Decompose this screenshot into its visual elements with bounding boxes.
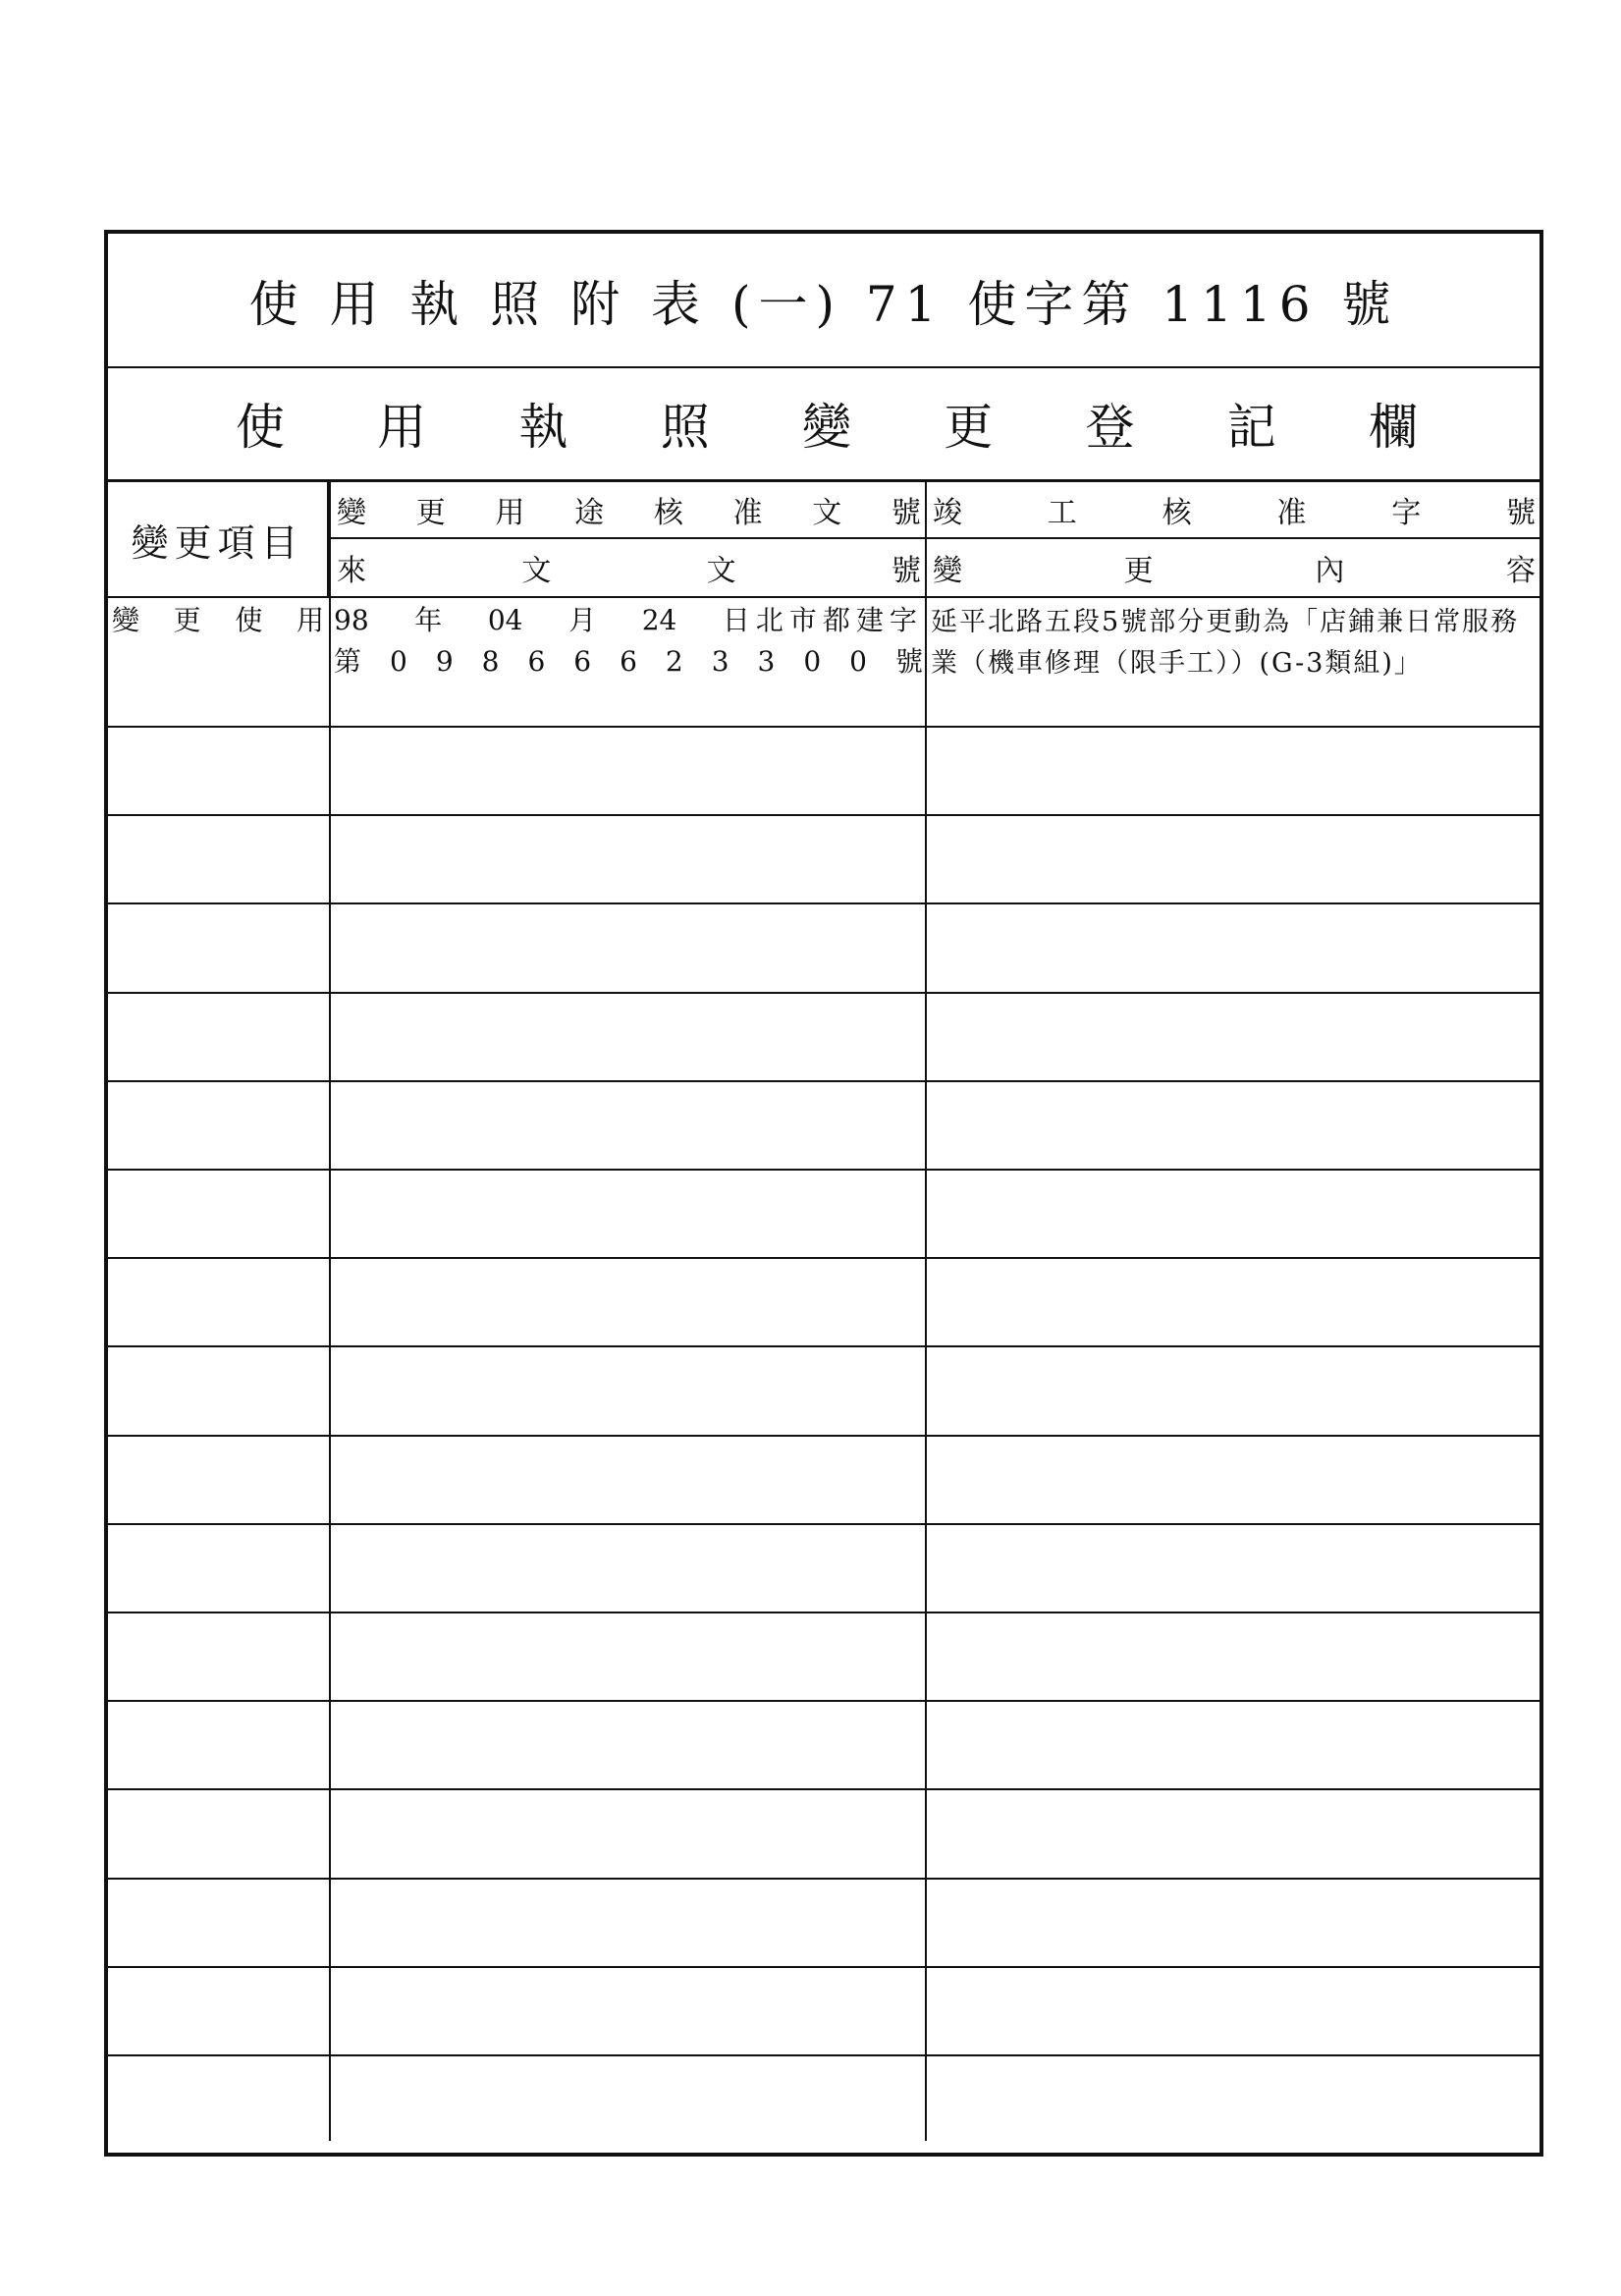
section-title-char: 欄 [1369, 398, 1418, 456]
header-char: 變 [933, 554, 962, 588]
entry-char: 更 [173, 604, 201, 636]
header-char: 准 [1276, 496, 1307, 530]
entry-doc-part: 6 [620, 645, 637, 678]
entry-char: 用 [296, 604, 324, 636]
header-divider [329, 537, 1540, 539]
column-divider-2 [925, 482, 927, 2141]
row-rule [108, 1523, 1540, 1525]
header-char: 更 [1123, 554, 1154, 588]
entry-doc-line1 [334, 602, 923, 639]
row-rule [108, 1345, 1540, 1347]
header-char: 號 [891, 496, 921, 530]
header-char: 核 [1162, 496, 1192, 530]
header-char: 來 [337, 554, 366, 588]
header-char: 號 [1505, 496, 1536, 530]
column-divider-1 [329, 482, 331, 2141]
entry-doc-part: 6 [573, 645, 592, 678]
header-incoming-doc-no [331, 539, 925, 596]
header-char: 號 [891, 554, 921, 588]
section-title-char: 執 [518, 398, 568, 456]
header-char: 用 [495, 496, 525, 530]
entry-doc-part: 0 [849, 645, 867, 678]
row-rule [108, 2054, 1540, 2056]
form-title: 使 用 執 照 附 表 (一) 71 使字第 1116 號 [248, 275, 1399, 333]
header-char: 文 [706, 554, 736, 588]
entry-doc-part: 月 [568, 604, 597, 636]
header-completion-approval-no [927, 482, 1540, 537]
section-title-char: 用 [377, 398, 427, 456]
row-rule [108, 1788, 1540, 1790]
header-approval-doc-no [331, 482, 925, 537]
row-rule [108, 1878, 1540, 1880]
header-bottom-rule [108, 596, 1540, 598]
entry-doc-part: 日北市都建字 [722, 604, 923, 636]
entry-char: 使 [235, 604, 263, 636]
section-title-char: 登 [1085, 398, 1135, 456]
entry-doc-part: 0 [390, 645, 407, 678]
header-char: 工 [1047, 496, 1077, 530]
row-rule [108, 726, 1540, 728]
header-char: 竣 [933, 496, 962, 530]
header-char: 字 [1391, 496, 1422, 530]
entry-doc-part: 3 [757, 645, 776, 678]
header-char: 途 [574, 496, 605, 530]
entry-doc-part: 04 [487, 604, 523, 636]
header-char: 內 [1315, 554, 1345, 588]
row-rule [108, 1435, 1540, 1437]
entry-doc-part: 號 [894, 645, 923, 678]
row-rule [108, 992, 1540, 994]
section-title-char: 使 [236, 398, 285, 456]
header-char: 核 [653, 496, 683, 530]
row-rule [108, 814, 1540, 816]
row-rule [108, 902, 1540, 904]
entry-doc-part: 24 [641, 604, 677, 636]
section-title-char: 變 [802, 398, 851, 456]
section-title-row [108, 366, 1540, 482]
header-char: 文 [521, 554, 552, 588]
header-change-item [108, 482, 329, 596]
row-rule [108, 1080, 1540, 1082]
header-char: 變 [337, 496, 366, 530]
header-char: 更 [415, 496, 446, 530]
header-change-item-label: 變更項目 [131, 520, 304, 565]
form-title-row [108, 234, 1540, 368]
section-title-char: 照 [660, 398, 710, 456]
header-char: 容 [1505, 554, 1536, 588]
entry-doc-part: 9 [435, 645, 454, 678]
entry-change-item [112, 602, 324, 639]
row-rule [108, 1612, 1540, 1613]
entry-doc-part: 98 [334, 604, 369, 636]
section-title-char: 更 [944, 398, 994, 456]
entry-doc-part: 3 [711, 645, 729, 678]
entry-doc-part: 2 [665, 645, 683, 678]
entry-doc-part: 8 [481, 645, 500, 678]
entry-doc-part: 年 [414, 604, 443, 636]
header-char: 文 [812, 496, 842, 530]
entry-change-content: 延平北路五段5號部分更動為「店鋪兼日常服務業（機車修理（限手工））(G-3類組)」 [931, 607, 1520, 679]
entry-doc-part: 第 [334, 645, 362, 678]
row-rule [108, 1966, 1540, 1968]
entry-doc-line2 [334, 643, 923, 681]
entry-doc-part: 0 [803, 645, 822, 678]
row-rule [108, 1700, 1540, 1702]
license-form [104, 230, 1543, 2157]
row-rule [108, 1169, 1540, 1171]
section-title-char: 記 [1226, 398, 1276, 456]
header-char: 准 [732, 496, 763, 530]
header-change-content [927, 539, 1540, 596]
entry-char: 變 [112, 604, 140, 636]
entry-doc-part: 6 [527, 645, 546, 678]
row-rule [108, 1257, 1540, 1259]
